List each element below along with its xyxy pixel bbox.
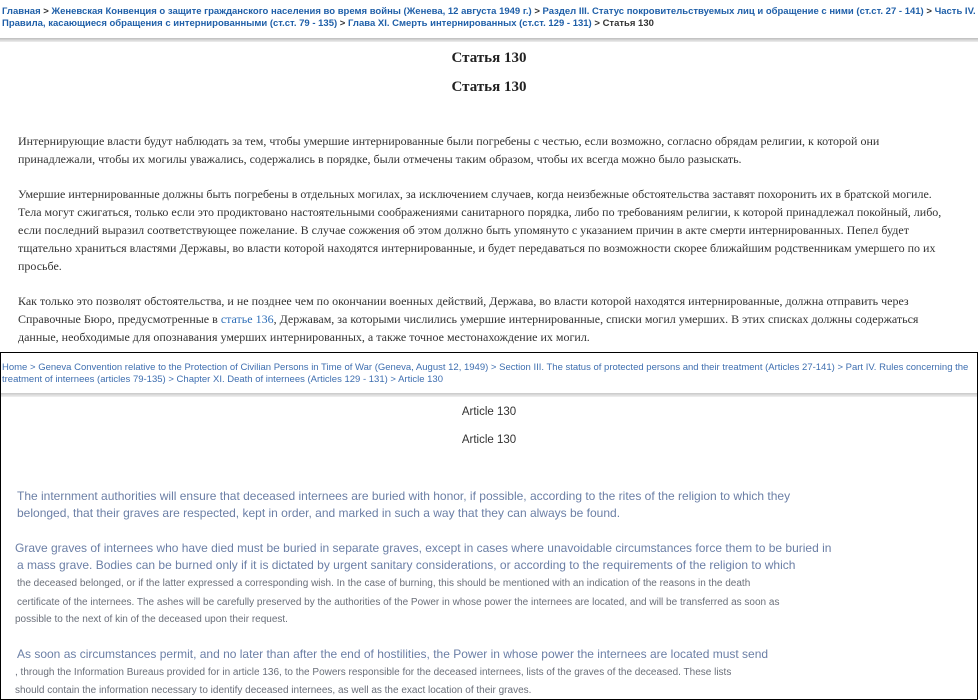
breadcrumb-part-link[interactable]: Часть IV. Правила, касающиеся обращения с интернированными (ст.ст. 79 - 135)	[2, 6, 976, 29]
breadcrumb-home-link[interactable]: Главная	[2, 6, 41, 17]
breadcrumb-section-link[interactable]: Раздел III. Статус покровительствуемых лиц и обращение с ними (ст.ст. 27 - 141)	[542, 6, 924, 17]
article-body	[18, 132, 953, 363]
breadcrumb-en	[2, 362, 972, 386]
breadcrumb	[2, 6, 976, 30]
breadcrumb-chapter-link-en[interactable]: Chapter XI. Death of internees (Articles 129 - 131)	[176, 374, 388, 385]
p3-line-1: As soon as circumstances permit, and no later than after the end of hostilities, the Power in whose power the internees are located must send	[17, 647, 769, 661]
breadcrumb-separator: >	[594, 18, 600, 29]
article-title: Статья 130	[451, 79, 527, 95]
breadcrumb-separator: >	[837, 362, 843, 373]
breadcrumb-separator: >	[168, 374, 174, 385]
breadcrumb-chapter-link[interactable]: Глава XI. Смерть интернированных (ст.ст. 129 - 131)	[348, 18, 592, 29]
header-divider-en	[1, 393, 977, 397]
p3-line-2: , through the Information Bureaus provided for in article 136, to the Powers responsible for the deceased internees, lists of the graves of the deceased. These lists	[15, 667, 732, 678]
p1-line-2: belonged, that their graves are respected, kept in order, and marked in such a way that they can always be found.	[17, 506, 621, 520]
paragraph-3-text-b: , Державам, за которыми числились умершие интернированные, списки могил умерших. В этих списках должны содержаться данные, необходимые для опознавания умерших интернированных, а также точное местонахождение их могил.	[18, 312, 919, 344]
p2-line-5: possible to the next of kin of the deceased upon their request.	[15, 614, 288, 625]
breadcrumb-convention-link-en[interactable]: Geneva Convention relative to the Protection of Civilian Persons in Time of War (Geneva, August 12, 1949)	[38, 362, 489, 373]
article-136-link[interactable]: статье 136	[220, 312, 274, 326]
paragraph-3	[18, 292, 953, 346]
breadcrumb-separator: >	[43, 6, 49, 17]
p1-line-1: The internment authorities will ensure that deceased internees are buried with honor, if possible, according to the rites of the religion to which they	[17, 489, 791, 503]
breadcrumb-separator: >	[29, 362, 36, 373]
english-page	[0, 352, 978, 700]
breadcrumb-separator: >	[490, 362, 497, 373]
page-title: Статья 130	[451, 50, 527, 66]
breadcrumb-separator: >	[339, 18, 346, 29]
p2-line-1: Grave graves of internees who have died must be buried in separate graves, except in cases where unavoidable circumstances force them to be buried in	[15, 541, 832, 555]
breadcrumb-separator: >	[390, 374, 396, 385]
breadcrumb-current: Статья 130	[602, 18, 654, 29]
paragraph-1: Интернирующие власти будут наблюдать за тем, чтобы умершие интернированные были погребены с честью, если возможно, согласно обрядам религии, к которой они принадлежали, чтобы их могилы уважались, содержались в порядке, были отмечены таким образом, чтобы их всегда можно было разыскать.	[18, 134, 880, 166]
p2-line-2: a mass grave. Bodies can be burned only if it is dictated by urgent sanitary considerations, or according to the requirements of the religion to which	[17, 558, 796, 572]
paragraph-3-text-a: Как только это позволят обстоятельства, и не позднее чем по окончании военных действий, Держава, во власти которой находятся интернированные, должна отправить через Справочные Бюро, предусмотренные в	[18, 294, 909, 326]
article-title-en: Article 130	[461, 434, 517, 446]
breadcrumb-part-link-en[interactable]: Part IV. Rules concerning the treatment of internees (articles 79-135)	[2, 362, 969, 385]
page-title-en: Article 130	[461, 406, 517, 418]
breadcrumb-separator: >	[926, 6, 932, 17]
breadcrumb-section-link-en[interactable]: Section III. The status of protected persons and their treatment (Articles 27-141)	[499, 362, 835, 373]
breadcrumb-current-en[interactable]: Article 130	[398, 374, 443, 385]
header-divider	[0, 38, 978, 42]
p2-line-4: certificate of the internees. The ashes will be carefully preserved by the authorities of the Power in whose power the internees are located, and will be transferred as soon as	[17, 597, 780, 608]
p3-line-3: should contain the information necessary to identify deceased internees, as well as the exact location of their graves.	[15, 685, 532, 696]
breadcrumb-convention-link[interactable]: Женевская Конвенция о защите гражданского населения во время войны (Женева, 12 августа 1949 г.)	[51, 6, 532, 17]
breadcrumb-home-link-en[interactable]: Home	[2, 362, 28, 373]
paragraph-2: Умершие интернированные должны быть погребены в отдельных могилах, за исключением случаев, когда неизбежные обстоятельства заставят похоронить их в братской могиле. Тела могут сжигаться, только если это продиктовано настоятельными соображениями санитарного порядка, либо по требованиям религии, к которой принадлежал покойный, либо, если последний выразил соответствующее пожелание. В случае сожжения об этом должно быть упомянуто с указанием причин в акте смерти интернированных. Пепел будет тщательно храниться властями Державы, во власти которой находятся интернированные, и будет передаваться по возможности скорее ближайшим родственникам умершего по их просьбе.	[18, 187, 942, 273]
breadcrumb-separator: >	[534, 6, 540, 17]
p2-line-3: the deceased belonged, or if the latter expressed a corresponding wish. In the case of burning, this should be mentioned with an indication of the reasons in the death	[17, 578, 751, 589]
